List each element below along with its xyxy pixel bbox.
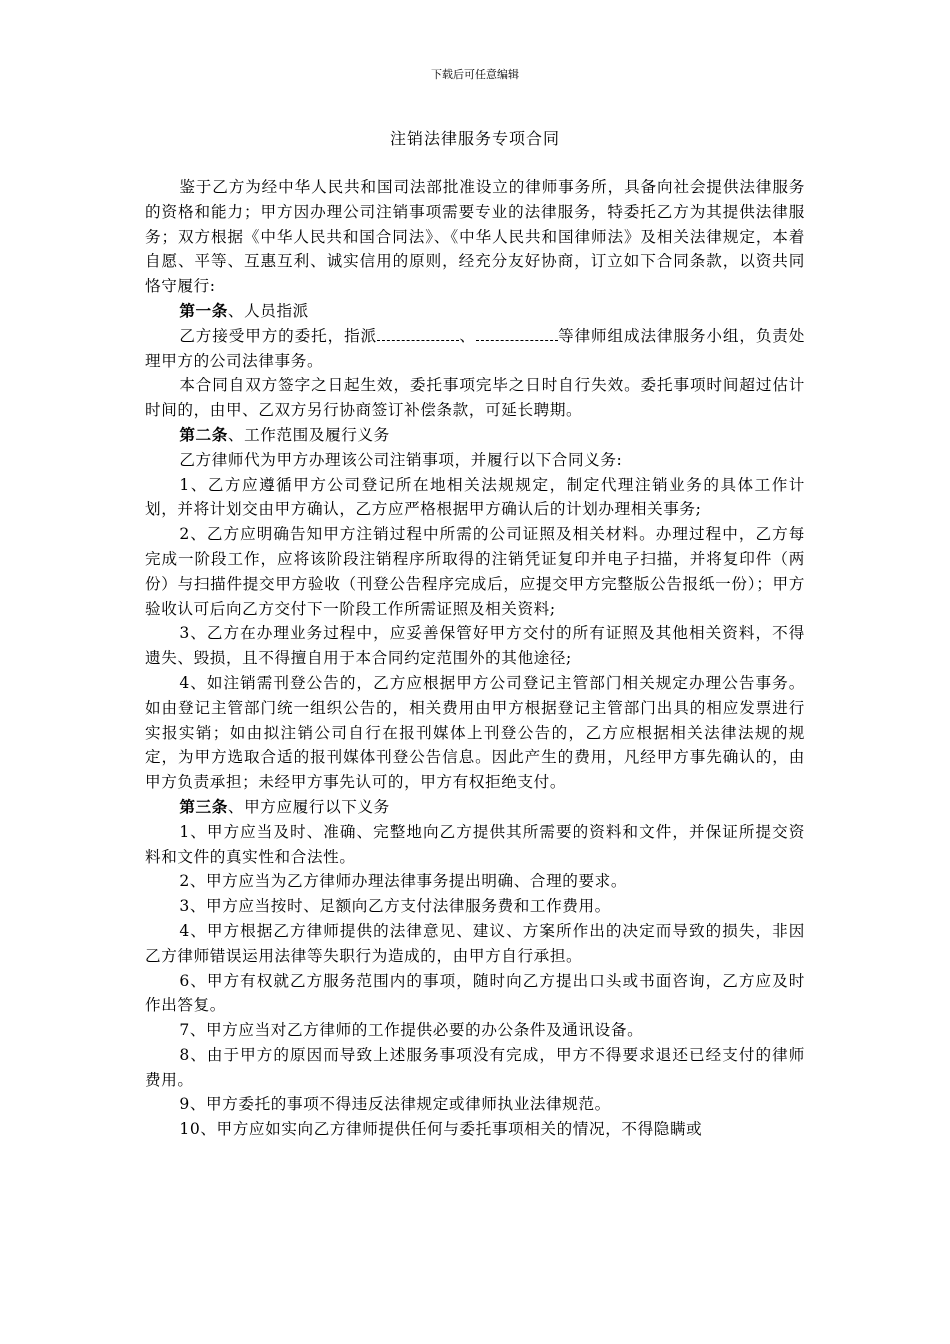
article-3-item: 10、甲方应如实向乙方律师提供任何与委托事项相关的情况，不得隐瞒或 [179,1120,703,1139]
article-2-heading [145,423,805,448]
header-note: 下载后可任意编辑 [431,68,519,81]
article-2-item: 2、乙方应明确告知甲方注销过程中所需的公司证照及相关材料。办理过程中，乙方每完成一阶段工作，应将该阶段注销程序所取得的注销凭证复印并电子扫描，并将复印件（两份）与扫描件提交甲方验收（刊登公告程序完成后，应提交甲方完整版公告报纸一份）；甲方验收认可后向乙方交付下一阶段工作所需证照及相关资料; [145,525,805,618]
article-1-heading [145,299,805,324]
article-3-item: 6、甲方有权就乙方服务范围内的事项，随时向乙方提出口头或书面咨询，乙方应及时作出答复。 [145,971,805,1015]
lawyer-name-blank-2 [476,328,558,341]
article-3-item: 1、甲方应当及时、准确、完整地向乙方提供其所需要的资料和文件，并保证所提交资料和文件的真实性和合法性。 [145,822,805,866]
article-3-item: 7、甲方应当对乙方律师的工作提供必要的办公条件及通讯设备。 [179,1021,644,1040]
article-2-item: 4、如注销需刊登公告的，乙方应根据甲方公司登记主管部门相关规定办理公告事务。如由登记主管部门统一组织公告的，相关费用由甲方根据登记主管部门出具的相应发票进行实报实销；如由拟注销公司自行在报刊媒体上刊登公告的，乙方应根据相关法律法规的规定，为甲方选取合适的报刊媒体刊登公告信息。因此产生的费用，凡经甲方事先确认的，由甲方负责承担；未经甲方事先认可的，甲方有权拒绝支付。 [145,673,805,792]
article-3-item: 4、甲方根据乙方律师提供的法律意见、建议、方案所作出的决定而导致的损失，非因乙方律师错误运用法律等失职行为造成的，由甲方自行承担。 [145,921,805,965]
article-1-p1-separator: 、 [459,326,476,345]
article-3-label: 第三条 [179,796,228,816]
article-2-label: 第二条 [179,424,228,444]
article-3-item: 3、甲方应当按时、足额向乙方支付法律服务费和工作费用。 [179,897,611,916]
article-3-item: 8、由于甲方的原因而导致上述服务事项没有完成，甲方不得要求退还已经支付的律师费用。 [145,1045,805,1089]
preamble-paragraph: 鉴于乙方为经中华人民共和国司法部批准设立的律师事务所，具备向社会提供法律服务的资格和能力；甲方因办理公司注销事项需要专业的法律服务，特委托乙方为其提供法律服务；双方根据《中华人民共和国合同法》、《中华人民共和国律师法》及相关法律规定，本着自愿、平等、互惠互利、诚实信用的原则，经充分友好协商，订立如下合同条款，以资共同恪守履行: [145,178,805,296]
document-title: 注销法律服务专项合同 [389,129,560,148]
article-3-title: 、甲方应履行以下义务 [227,797,390,816]
article-1-label: 第一条 [179,300,228,320]
article-2-item: 3、乙方在办理业务过程中，应妥善保管好甲方交付的所有证照及其他相关资料，不得遗失、毁损，且不得擅自用于本合同约定范围外的其他途径; [145,624,805,668]
article-1-p1-start: 乙方接受甲方的委托，指派 [179,326,378,345]
article-3-item: 9、甲方委托的事项不得违反法律规定或律师执业法律规范。 [179,1095,611,1114]
article-2-title: 、工作范围及履行义务 [227,425,390,444]
article-1-p1-end: 等律师组成法律服务小组，负责处理甲方的公司法律事务。 [145,326,805,370]
document-body [145,175,805,1142]
article-2-item: 1、乙方应遵循甲方公司登记所在地相关法规规定，制定代理注销业务的具体工作计划，并将计划交由甲方确认，乙方应严格根据甲方确认后的计划办理相关事务; [145,475,805,519]
article-2-intro: 乙方律师代为甲方办理该公司注销事项，并履行以下合同义务: [179,450,623,469]
article-3-heading [145,795,805,820]
article-1-title: 、人员指派 [227,301,309,320]
article-1-paragraph-1 [145,324,805,374]
article-1-paragraph-2: 本合同自双方签字之日起生效，委托事项完毕之日时自行失效。委托事项时间超过估计时间的，由甲、乙双方另行协商签订补偿条款，可延长聘期。 [145,376,805,420]
article-3-item: 2、甲方应当为乙方律师办理法律事务提出明确、合理的要求。 [179,872,628,891]
lawyer-name-blank-1 [377,328,459,341]
